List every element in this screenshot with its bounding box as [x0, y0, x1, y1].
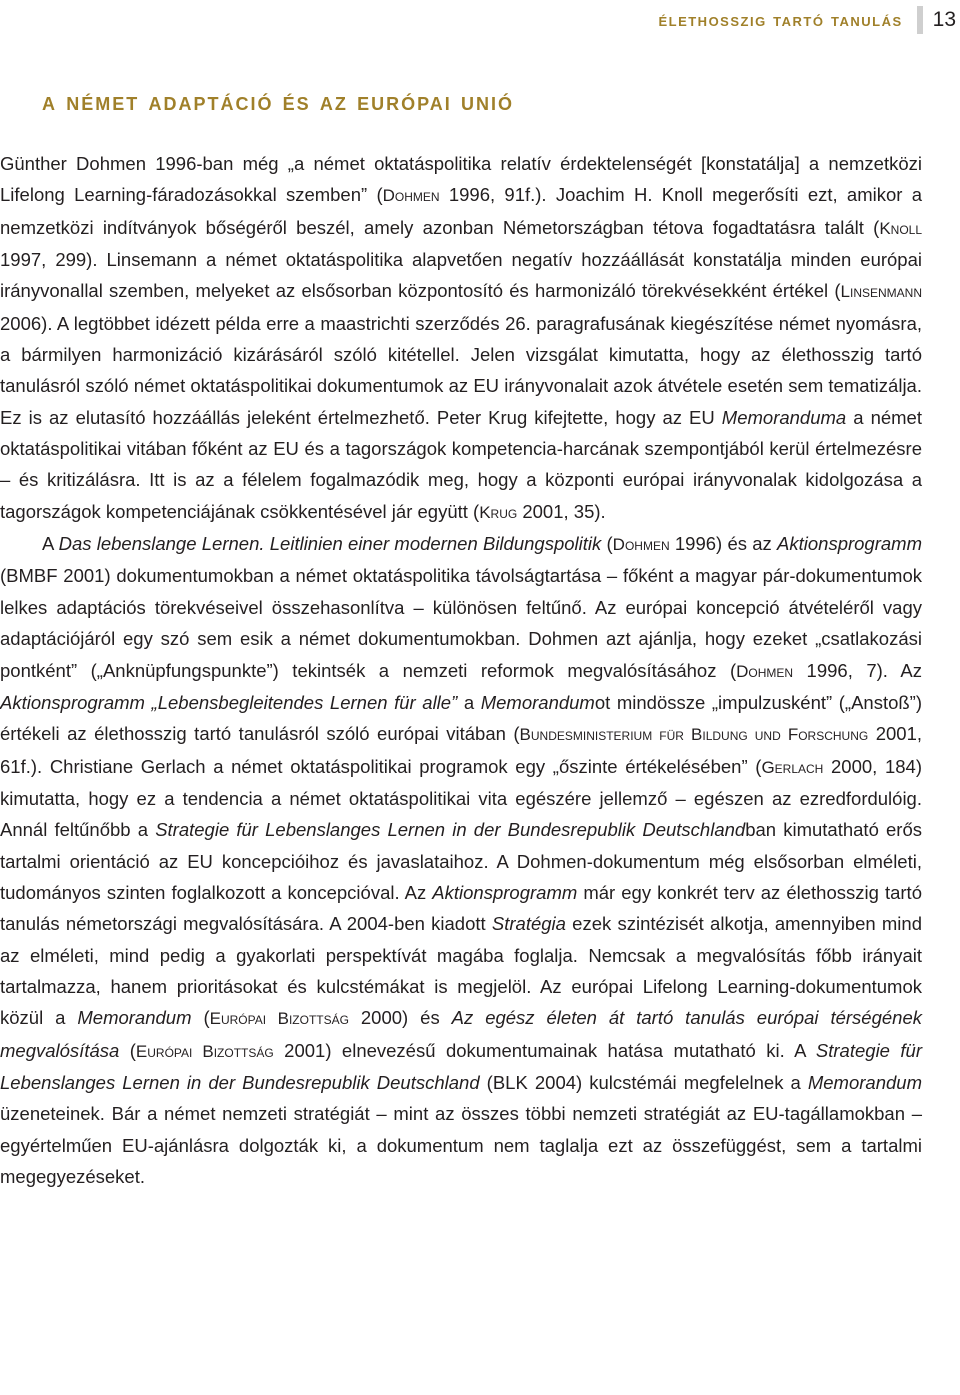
text-run: (BLK 2004) kulcstémái megfelelnek a — [479, 1071, 808, 1093]
running-title: élethosszig tartó tanulás — [658, 9, 903, 30]
document-title: Strategie für Lebenslanges Lernen in der Bundesrepublik Deutschland — [155, 819, 746, 841]
text-run: 2001, 61f.). Christiane Gerlach a német oktatáspolitikai programok egy „őszinte értékelésében” ( — [0, 723, 922, 777]
text-run: 1996) és az — [669, 533, 778, 555]
text-run: 2001) elnevezésű dokumentumainak hatása mutatható ki. A — [273, 1039, 816, 1061]
document-title: Memorandum — [807, 1071, 922, 1093]
text-run: 2000) és — [348, 1007, 452, 1029]
text-run: ot mindössze „impulzusként” („Anstoß”) értékeli az élethosszig tartó tanulásról szóló európai vitában ( — [0, 691, 923, 745]
text-run: 2001, 35). — [517, 500, 606, 522]
citation-author: Bundesministerium für Bildung und Forschung — [519, 725, 869, 745]
document-title: Das lebenslange Lernen. Leitlinien einer modernen Bildungspolitik — [58, 533, 602, 555]
text-run: ( — [119, 1039, 136, 1061]
citation-author: Európai Bizottság — [209, 1009, 349, 1029]
text-run: A — [42, 533, 59, 555]
text-run: már egy konkrét terv az élethosszig tartó tanulás németországi megvalósítására. A 2004-ben kiadott — [0, 881, 922, 935]
text-run: 1996, 91f.). Joachim H. Knoll megerősíti ezt, amikor a nemzetközi indítványok bőségéről beszél, amely azonban Németországban tétova fogadtatásra talált ( — [0, 184, 922, 238]
document-title: Memoranduma — [721, 406, 847, 428]
document-title: Memorandum — [77, 1007, 192, 1029]
citation-author: Krug — [479, 502, 518, 522]
text-run: Günther Dohmen 1996-ban még „a német oktatáspolitika relatív érdektelenségét [konstatálja] a nemzetközi Lifelong Learning-fáradozásokkal szemben” ( — [0, 153, 922, 206]
document-title: Memorandum — [480, 691, 595, 713]
paragraph — [0, 528, 922, 1192]
text-run: 2000, 184) kimutatta, hogy ez a tendencia a német oktatáspolitikai vita egészére jellemző – egészen az ezredfordulóig. Annál feltűnőbb a — [0, 755, 922, 841]
text-run: 2006). A legtöbbet idézett példa erre a maastrichti szerződés 26. paragrafusának kiegészítése német nyomásra, a bármilyen harmonizáció kizárásáról szóló kitétellel. Jelen vizsgálat kimutatta, hogy az élethosszig tartó tanulásról szóló német oktatáspolitikai dokumentumok az EU irányvonalait azok átvétele esetén sem tematizálja. Ez is az elutasító hozzáállás jeleként értelmezhető. Peter Krug kifejtette, hogy az EU — [0, 312, 922, 428]
document-title: Aktionsprogramm — [777, 533, 922, 555]
document-title: Aktionsprogramm — [432, 881, 578, 903]
document-title: Az egész életen át tartó tanulás európai térségének megvalósítása — [0, 1007, 922, 1061]
citation-author: Gerlach — [761, 757, 824, 777]
text-run: ( — [601, 533, 613, 555]
citation-author: Dohmen — [612, 535, 670, 555]
paragraph — [0, 148, 922, 528]
header-divider — [917, 6, 923, 34]
text-run: a — [457, 691, 481, 713]
text-run: üzeneteinek. Bár a német nemzeti stratégiát – mint az összes többi nemzeti stratégiát az EU-tagállamokban – egyértelműen EU-ajánlásra dolgozták ki, a dokumentum nem taglalja ezt az összefüggést, sem a tartalmi megegyezéseket. — [0, 1103, 922, 1187]
text-run: ( — [191, 1007, 210, 1029]
section-heading: a német adaptáció és az európai unió — [42, 86, 515, 116]
citation-author: Knoll — [879, 218, 922, 238]
document-title: Stratégia — [491, 913, 566, 935]
document-title: Strategie für Lebenslanges Lernen in der Bundesrepublik Deutschland — [0, 1039, 922, 1093]
body-text — [0, 148, 922, 1192]
citation-author: Európai Bizottság — [135, 1041, 274, 1061]
citation-author: Linsenmann — [840, 282, 922, 302]
text-run: a német oktatáspolitikai vitában főként az EU és a tagországok kompetencia-harcának szempontjából kerül értelmezésre – és kritizálásra. Itt is az a félelem fogalmazódik meg, hogy a központi európai irányvonalak kidolgozása a tagországok kompetenciájának csökkentésével jár együtt ( — [0, 406, 922, 522]
text-run: ban kimutatható erős tartalmi orientáció az EU koncepcióihoz és javaslataihoz. A Dohmen-dokumentum még elsősorban elméleti, tudományos szinten foglalkozott a koncepcióval. Az — [0, 819, 922, 903]
text-run: 1997, 299). Linsemann a német oktatáspolitika alapvetően negatív hozzáállását konstatálja minden európai irányvonallal szemben, melyeket az elsősorban központosító és harmonizáló törekvésekként értékel ( — [0, 249, 922, 302]
running-header — [658, 6, 960, 34]
document-title: Aktionsprogramm „Lebensbegleitendes Lernen für alle” — [0, 691, 458, 713]
text-run: ezek szintézisét alkotja, amennyiben mind az elméleti, mind pedig a gyakorlati perspektívát magába foglalja. Nemcsak a megvalósítás főbb irányait tartalmazza, hanem prioritásokat és kulcstémákat is megjelöl. Az európai Lifelong Learning-dokumentumok közül a — [0, 913, 922, 1029]
citation-author: Dohmen — [736, 661, 794, 681]
text-run: (BMBF 2001) dokumentumokban a német oktatáspolitika távolságtartása – főként a magyar pár-dokumentumok lelkes adaptációs törekvéseivel összehasonlítva – különösen feltűnő. Az európai koncepció átvételéről vagy adaptációjáról egy szó sem esik a német dokumentumokban. Dohmen azt ajánlja, hogy ezeket „csatlakozási pontként” („Anknüpfungspunkte”) tekintsék a nemzeti reformok megvalósításához ( — [0, 565, 922, 681]
citation-author: Dohmen — [382, 186, 440, 206]
page-number: 13 — [932, 8, 956, 31]
text-run: 1996, 7). Az — [793, 659, 922, 681]
